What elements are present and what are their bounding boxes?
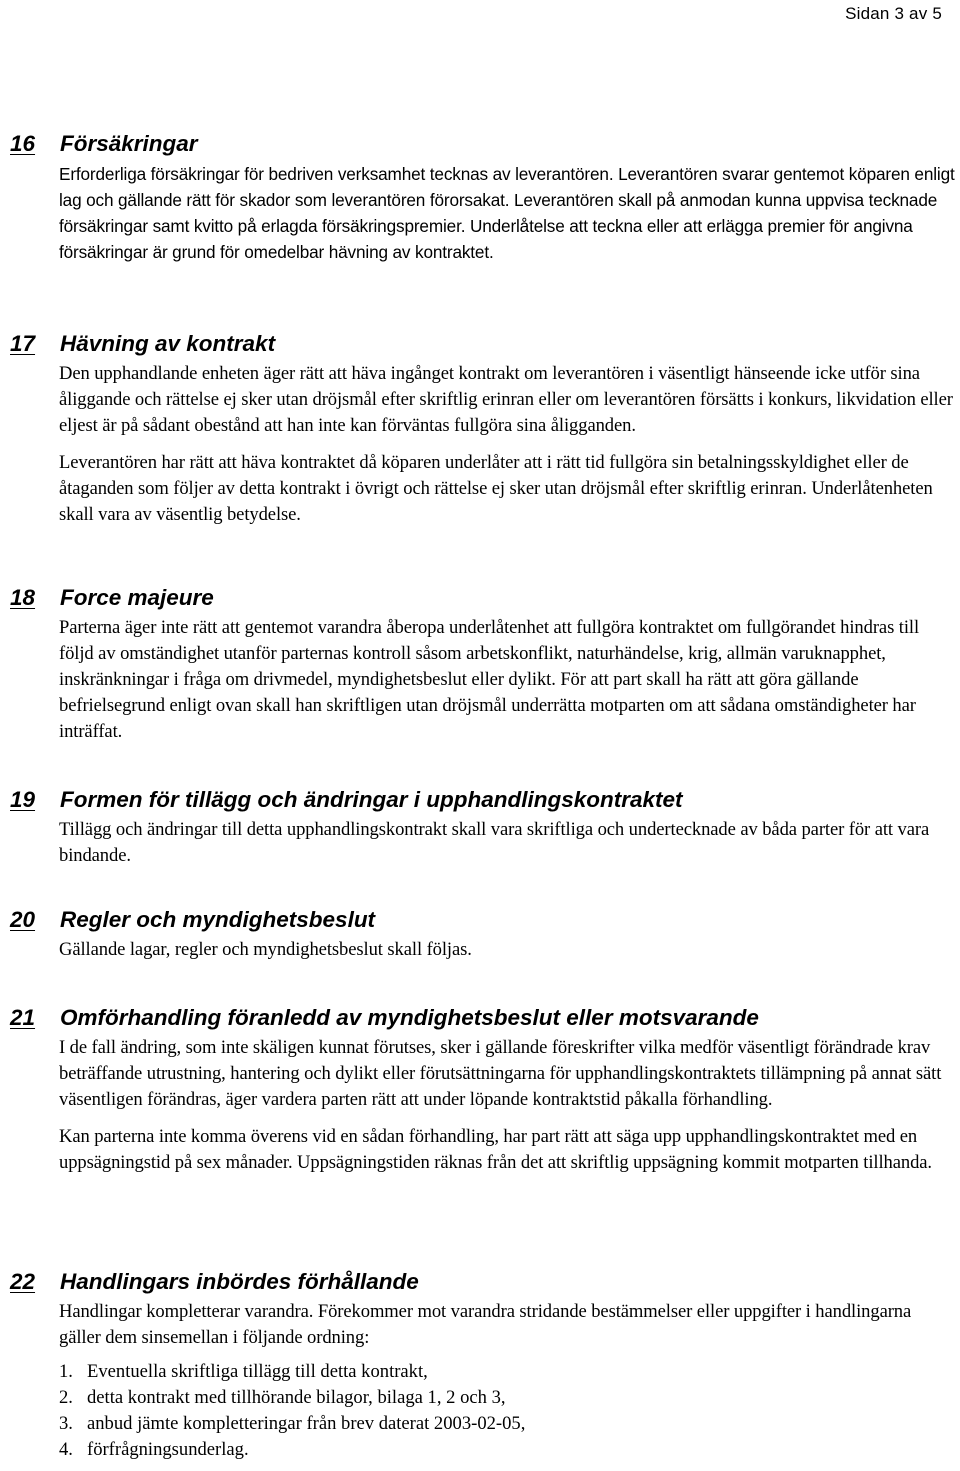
section-heading [0, 127, 960, 161]
list-item-number: 3. [59, 1413, 73, 1434]
list-item-text: förfrågningsunderlag. [87, 1439, 249, 1460]
section-title: Force majeure [60, 585, 214, 610]
section-paragraph: Gällande lagar, regler och myndighetsbeslut skall följas. [59, 939, 472, 960]
section-paragraph: Den upphandlande enheten äger rätt att häva ingånget kontrakt om leverantören i väsentligt hänseende icke utför sina åliggande och rättelse ej sker utan dröjsmål efter skriftlig erinran eller om leverantören försätts i konkurs, likvidation eller eljest är på sådant obestånd att han inte kan förväntas fullgöra sina åligganden. [59, 363, 953, 436]
section-16 [0, 127, 960, 265]
section-heading [0, 581, 960, 615]
section-19 [0, 783, 960, 869]
list-item [59, 1385, 960, 1411]
page-number: Sidan 3 av 5 [845, 4, 942, 23]
section-number: 20 [10, 907, 36, 932]
section-title: Formen för tillägg och ändringar i upphandlingskontraktet [60, 787, 683, 812]
section-title: Omförhandling föranledd av myndighetsbeslut eller motsvarande [60, 1005, 759, 1030]
precedence-list [0, 1359, 960, 1463]
section-18 [0, 581, 960, 745]
section-title: Försäkringar [60, 131, 198, 156]
section-heading [0, 903, 960, 937]
section-number: 22 [10, 1269, 36, 1294]
section-number: 18 [10, 585, 36, 610]
list-item-number: 2. [59, 1387, 73, 1408]
list-item-number: 1. [59, 1361, 73, 1382]
list-item-text: Eventuella skriftliga tillägg till detta kontrakt, [87, 1361, 428, 1382]
section-heading [0, 1001, 960, 1035]
section-title: Hävning av kontrakt [60, 331, 276, 356]
section-paragraph: Leverantören har rätt att häva kontraktet då köparen underlåter att i rätt tid fullgöra sin betalningsskyldighet eller de åtaganden som följer av detta kontrakt i övrigt och rättelse ej sker utan dröjsmål efter skriftlig erinran. Underlåtenheten skall vara av väsentlig betydelse. [59, 452, 933, 525]
section-paragraph: I de fall ändring, som inte skäligen kunnat förutses, sker i gällande föreskrifter vilka medför väsentligt förändrade krav beträffande utrustning, hantering och dylikt eller förutsättningarna för upphandlingskontraktets tillämpning på annat sätt väsentligen förändras, äger vardera parten rätt att under löpande kontraktstid påkalla förhandling. [59, 1037, 942, 1110]
section-title: Regler och myndighetsbeslut [60, 907, 376, 932]
section-number: 19 [10, 787, 36, 812]
section-heading [0, 783, 960, 817]
section-17 [0, 327, 960, 528]
section-heading [0, 1265, 960, 1299]
section-paragraph: Parterna äger inte rätt att gentemot varandra åberopa underlåtenhet att fullgöra kontraktet om fullgörandet hindras till följd av omständighet utanför parternas kontroll såsom arbetskonflikt, naturhändelse, krig, allmän varuknapphet, inskränkningar i fråga om drivmedel, myndighetsbeslut eller dylikt. För att part skall ha rätt att göra gällande befrielsegrund enligt ovan skall han skriftligen utan dröjsmål underrätta motparten om att sådana omständigheter har inträffat. [59, 617, 920, 742]
section-title: Handlingars inbördes förhållande [60, 1269, 419, 1294]
section-number: 16 [10, 131, 36, 156]
section-22 [0, 1265, 960, 1463]
section-paragraph: Tillägg och ändringar till detta upphandlingskontrakt skall vara skriftliga och undertecknade av båda parter för att vara bindande. [59, 819, 930, 866]
list-item [59, 1437, 960, 1463]
section-number: 17 [10, 331, 36, 356]
section-heading [0, 327, 960, 361]
list-item-text: anbud jämte kompletteringar från brev daterat 2003-02-05, [87, 1413, 526, 1434]
section-21 [0, 1001, 960, 1176]
section-paragraph: Handlingar kompletterar varandra. Förekommer mot varandra stridande bestämmelser eller uppgifter i handlingarna gäller dem sinsemellan i följande ordning: [59, 1301, 912, 1348]
list-item [59, 1411, 960, 1437]
section-number: 21 [10, 1005, 36, 1030]
list-item [59, 1359, 960, 1385]
section-paragraph: Erforderliga försäkringar för bedriven verksamhet tecknas av leverantören. Leverantören svarar gentemot köparen enligt lag och gällande rätt för skador som leverantören förorsakat. Leverantören skall på anmodan kunna uppvisa tecknade försäkringar samt kvitto på erlagda försäkringspremier. Underlåtelse att teckna eller att erlägga premier för angivna försäkringar är grund för omedelbar hävning av kontraktet. [59, 164, 955, 262]
list-item-number: 4. [59, 1439, 73, 1460]
section-paragraph: Kan parterna inte komma överens vid en sådan förhandling, har part rätt att säga upp upphandlingskontraktet med en uppsägningstid på sex månader. Uppsägningstiden räknas från det att skriftlig uppsägning kommit motparten tillhanda. [59, 1126, 932, 1173]
list-item-text: detta kontrakt med tillhörande bilagor, bilaga 1, 2 och 3, [87, 1387, 506, 1408]
section-20 [0, 903, 960, 963]
